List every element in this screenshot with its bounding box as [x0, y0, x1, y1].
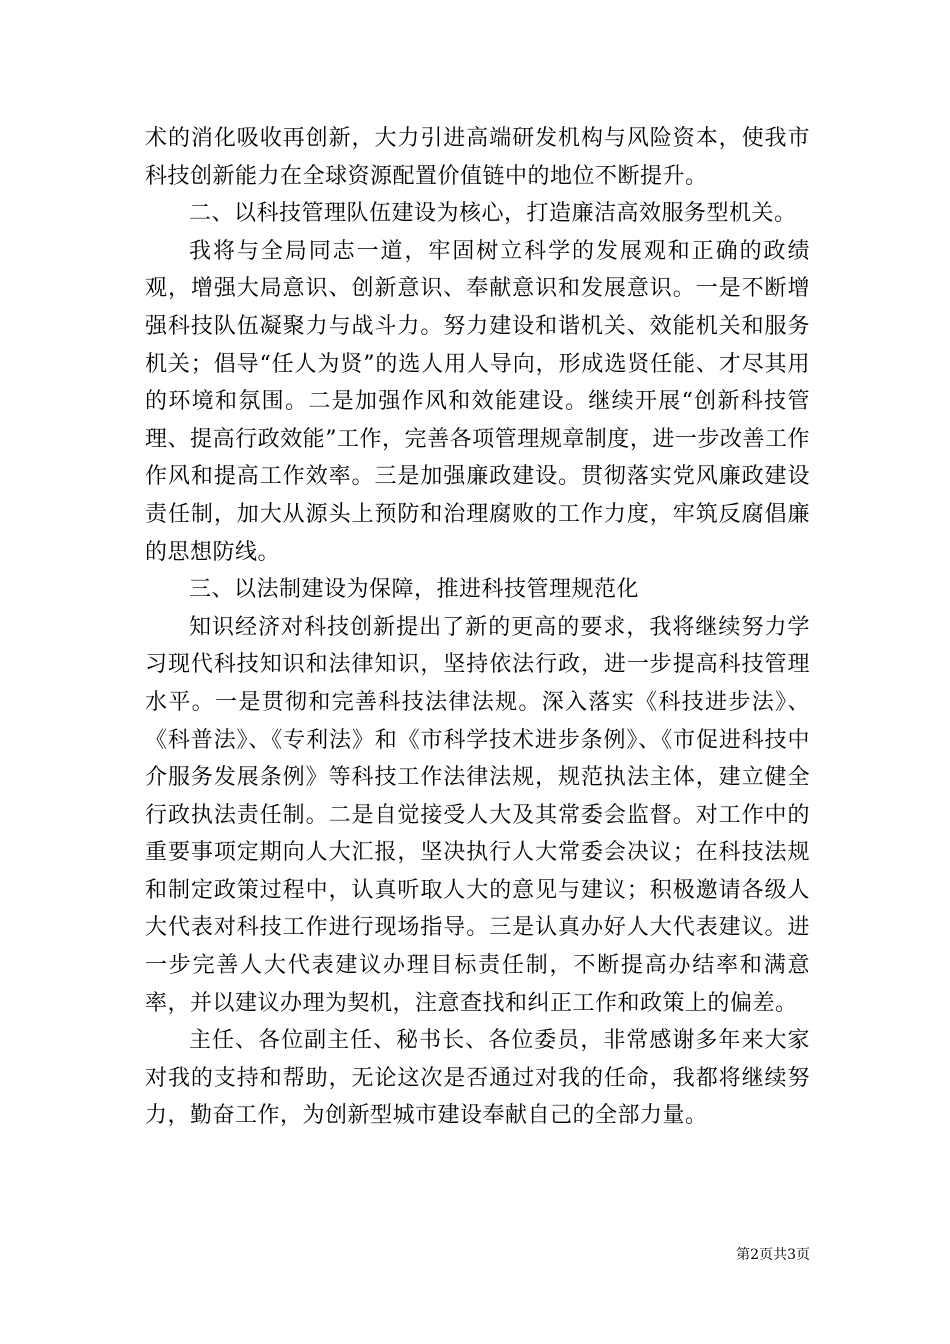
- paragraph-closing: 主任、各位副主任、秘书长、各位委员，非常感谢多年来大家对我的支持和帮助，无论这次是否通过对我的任命，我都将继续努力，勤奋工作，为创新型城市建设奉献自己的全部力量。: [145, 1028, 810, 1129]
- page-number-footer: 第2页共3页: [736, 1247, 810, 1263]
- paragraph-continuation: 术的消化吸收再创新，大力引进高端研发机构与风险资本，使我市科技创新能力在全球资源配置价值链中的地位不断提升。: [145, 126, 810, 189]
- section-heading-two: 二、以科技管理队伍建设为核心，打造廉洁高效服务型机关。: [189, 201, 797, 227]
- section-heading-three: 三、以法制建设为保障，推进科技管理规范化: [189, 577, 640, 603]
- document-body: [145, 120, 810, 1135]
- paragraph-team-building: 我将与全局同志一道，牢固树立科学的发展观和正确的政绩观，增强大局意识、创新意识、奉献意识和发展意识。一是不断增强科技队伍凝聚力与战斗力。努力建设和谐机关、效能机关和服务机关；倡导“任人为贤”的选人用人导向，形成选贤任能、才尽其用的环境和氛围。二是加强作风和效能建设。继续开展“创新科技管理、提高行政效能”工作，完善各项管理规章制度，进一步改善工作作风和提高工作效率。三是加强廉政建设。贯彻落实党风廉政建设责任制，加大从源头上预防和治理腐败的工作力度，牢筑反腐倡廉的思想防线。: [145, 238, 810, 565]
- paragraph-legal-system: 知识经济对科技创新提出了新的更高的要求，我将继续努力学习现代科技知识和法律知识，坚持依法行政，进一步提高科技管理水平。一是贯彻和完善科技法律法规。深入落实《科技进步法》、《科普法》、《专利法》和《市科学技术进步条例》、《市促进科技中介服务发展条例》等科技工作法律法规，规范执法主体，建立健全行政执法责任制。二是自觉接受人大及其常委会监督。对工作中的重要事项定期向人大汇报，坚决执行人大常委会决议；在科技法规和制定政策过程中，认真听取人大的意见与建议；积极邀请各级人大代表对科技工作进行现场指导。三是认真办好人大代表建议。进一步完善人大代表建议办理目标责任制，不断提高办结率和满意率，并以建议办理为契机，注意查找和纠正工作和政策上的偏差。: [145, 614, 810, 1016]
